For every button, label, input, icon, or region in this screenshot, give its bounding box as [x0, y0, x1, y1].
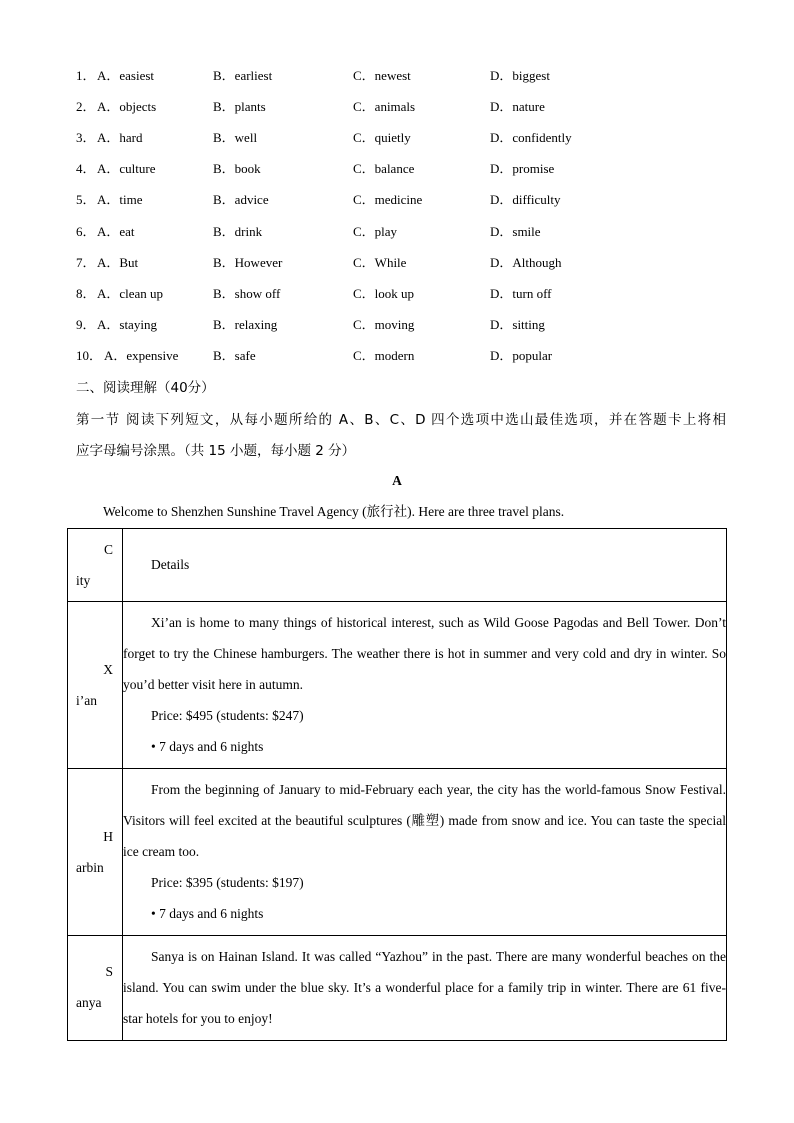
option-c: C．play — [353, 224, 398, 239]
option-c: C．quietly — [353, 130, 411, 145]
option-a: A．easiest — [97, 68, 155, 83]
option-b: B．advice — [213, 192, 269, 207]
city-description: Sanya is on Hainan Island. It was called “Yazhou” in the past. There are many wonderful beaches on the island. You can swim under the blue sky. It’s a wonderful place for a family trip in winter. There are 61 five-star hotels for you to enjoy! — [123, 949, 726, 1026]
question-number: 1． — [76, 68, 96, 83]
instructions-line-1: 第一节 阅读下列短文，从每小题所给的 A、B、C、D 四个选项中选山最佳选项，并在答题卡上将相 — [76, 412, 726, 428]
duration-line: • 7 days and 6 nights — [151, 739, 264, 754]
question-number: 2． — [76, 99, 96, 114]
city-description: Xi’an is home to many things of historical interest, such as Wild Goose Pagodas and Bell Tower. Don’t forget to try the Chinese hamburgers. The weather there is hot in summer and very cold and dry in winter. So you’d better visit here in autumn. — [123, 615, 726, 692]
option-d: D．confidently — [490, 130, 572, 145]
city-cell — [68, 602, 123, 769]
question-10-options — [0, 346, 794, 366]
option-b: B．plants — [213, 99, 266, 114]
city-name-rest: arbin — [76, 860, 104, 875]
question-1-options — [0, 66, 794, 86]
city-name-rest: anya — [76, 995, 102, 1010]
option-a: A．culture — [97, 161, 156, 176]
table-row — [68, 769, 727, 936]
city-name-rest: i’an — [76, 693, 97, 708]
question-7-options — [0, 253, 794, 273]
city-header-rest: ity — [76, 573, 91, 588]
option-c: C．modern — [353, 348, 415, 363]
question-6-options — [0, 222, 794, 242]
city-cell — [68, 769, 123, 936]
option-c: C．medicine — [353, 192, 423, 207]
question-9-options — [0, 315, 794, 335]
question-3-options — [0, 128, 794, 148]
city-header-cell — [68, 529, 123, 602]
question-number: 4． — [76, 161, 96, 176]
option-c: C．balance — [353, 161, 415, 176]
city-description: From the beginning of January to mid-February each year, the city has the world-famous Snow Festival. Visitors will feel excited at the beautiful sculptures (雕塑) made from snow and ice. You can taste the special ice cream too. — [123, 782, 726, 859]
city-cell — [68, 936, 123, 1041]
option-a: A．eat — [97, 224, 135, 239]
option-d: D．sitting — [490, 317, 545, 332]
details-cell — [123, 769, 727, 936]
question-number: 10． — [76, 348, 103, 363]
question-2-options — [0, 97, 794, 117]
option-c: C．While — [353, 255, 407, 270]
details-header: Details — [151, 557, 190, 572]
question-number: 7． — [76, 255, 96, 270]
travel-plans-table — [67, 528, 727, 1041]
option-d: D．popular — [490, 348, 553, 363]
option-d: D．nature — [490, 99, 545, 114]
option-c: C．look up — [353, 286, 415, 301]
option-a: A．hard — [97, 130, 143, 145]
table-row — [68, 936, 727, 1041]
option-b: B．drink — [213, 224, 263, 239]
option-b: B．However — [213, 255, 283, 270]
city-name-first: S — [105, 964, 113, 979]
details-cell — [123, 602, 727, 769]
option-a: A．clean up — [97, 286, 164, 301]
option-d: D．turn off — [490, 286, 552, 301]
details-header-cell — [123, 529, 727, 602]
option-a: A．expensive — [104, 348, 179, 363]
passage-letter: A — [392, 473, 402, 488]
question-number: 5． — [76, 192, 96, 207]
option-c: C．animals — [353, 99, 416, 114]
option-a: A．objects — [97, 99, 157, 114]
city-name-first: X — [103, 662, 113, 677]
instructions-line-2: 应字母编号涂黑。（共 15 小题，每小题 2 分） — [76, 443, 356, 459]
option-d: D．difficulty — [490, 192, 561, 207]
question-4-options — [0, 159, 794, 179]
duration-line: • 7 days and 6 nights — [151, 906, 264, 921]
option-b: B．book — [213, 161, 261, 176]
option-a: A．time — [97, 192, 143, 207]
question-5-options — [0, 190, 794, 210]
option-b: B．well — [213, 130, 258, 145]
question-8-options — [0, 284, 794, 304]
option-b: B．earliest — [213, 68, 273, 83]
option-c: C．newest — [353, 68, 411, 83]
question-number: 6． — [76, 224, 96, 239]
passage-intro: Welcome to Shenzhen Sunshine Travel Agency (旅行社). Here are three travel plans. — [103, 504, 565, 519]
city-header-first: C — [103, 542, 113, 557]
question-number: 8． — [76, 286, 96, 301]
details-cell — [123, 936, 727, 1041]
price-line: Price: $495 (students: $247) — [151, 708, 304, 723]
option-b: B．safe — [213, 348, 256, 363]
question-number: 3． — [76, 130, 96, 145]
option-d: D．biggest — [490, 68, 550, 83]
option-d: D．Although — [490, 255, 562, 270]
option-a: A．staying — [97, 317, 157, 332]
option-d: D．promise — [490, 161, 555, 176]
city-name-first: H — [103, 829, 113, 844]
option-d: D．smile — [490, 224, 541, 239]
option-c: C．moving — [353, 317, 415, 332]
section-title: 二、阅读理解（40分） — [76, 380, 215, 396]
option-b: B．relaxing — [213, 317, 278, 332]
question-number: 9． — [76, 317, 96, 332]
option-b: B．show off — [213, 286, 281, 301]
option-a: A．But — [97, 255, 139, 270]
table-row — [68, 602, 727, 769]
table-header-row — [68, 529, 727, 602]
price-line: Price: $395 (students: $197) — [151, 875, 304, 890]
